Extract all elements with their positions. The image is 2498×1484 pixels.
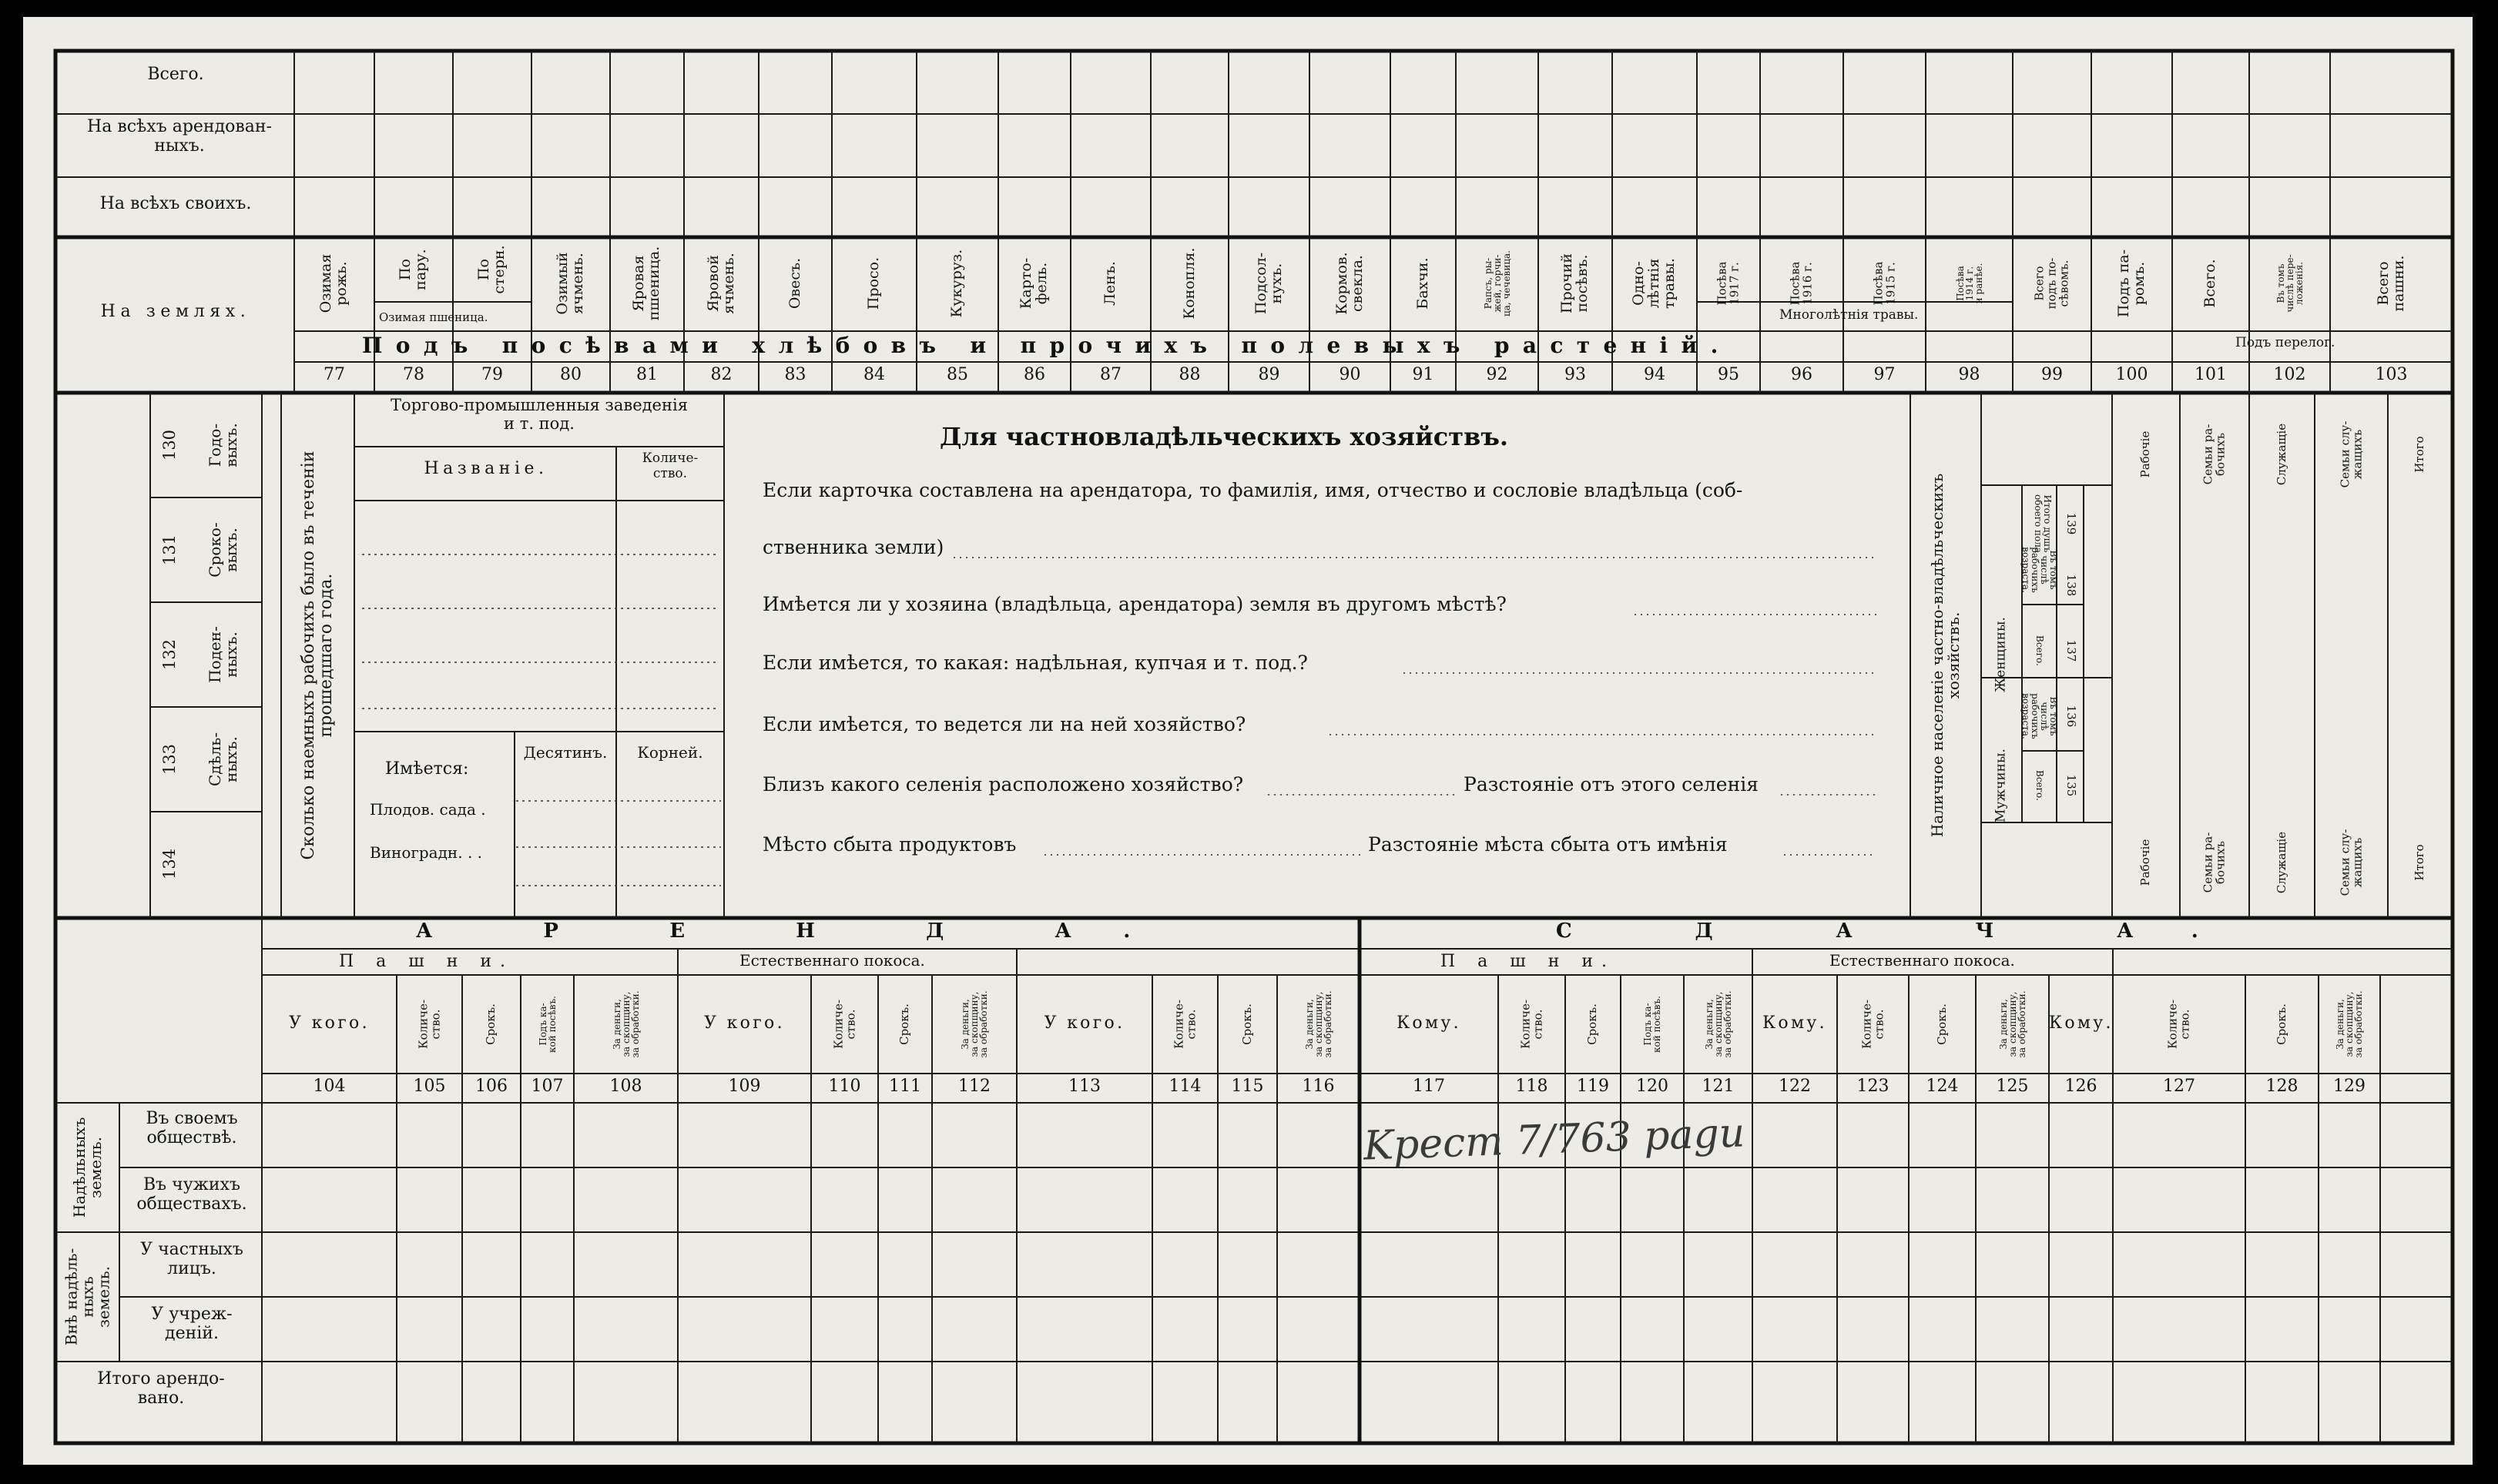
- crop-header-79: По стерн.: [475, 245, 508, 294]
- question-market-distance: Разстоянiе мѣста сбыта отъ имѣнiя: [1368, 833, 1728, 856]
- lease-header-129: За деньги, за скопщину, за обработки.: [2335, 990, 2364, 1058]
- lease-header-109: У кого.: [704, 1013, 785, 1033]
- question-farming-there: Если имѣется, то ведется ли на ней хозяйство?: [763, 713, 1246, 735]
- workers-num-134: 134: [159, 848, 179, 880]
- women-label: Женщины.: [1993, 617, 2009, 692]
- lease-num-123: 123: [1856, 1077, 1889, 1096]
- lease-num-111: 111: [889, 1077, 921, 1096]
- crop-num-82: 82: [710, 365, 733, 384]
- winter-wheat-caption: Озимая пшеница.: [379, 310, 488, 324]
- lease-header-113: У кого.: [1044, 1013, 1125, 1033]
- men-total-label: Всего.: [2034, 770, 2045, 801]
- lease-header-121: За деньги, за скопщину, за обработки.: [1703, 990, 1733, 1058]
- lease-header-120: Подъ ка- кой посѣвъ.: [1642, 996, 1662, 1053]
- crop-num-90: 90: [1339, 365, 1361, 384]
- crop-num-100: 100: [2115, 365, 2148, 384]
- lease-header-115: Срокъ.: [1239, 1003, 1254, 1045]
- crop-header-93: Прочий посѣвъ.: [1558, 253, 1591, 314]
- crop-num-92: 92: [1486, 365, 1508, 384]
- lease-num-116: 116: [1302, 1077, 1335, 1096]
- question-owner-line1: Если карточка составлена на арендатора, то фамилiя, имя, отчество и сословiе владѣльца (соб-: [763, 479, 1743, 501]
- crop-header-96: Посѣва 1916 г.: [1788, 261, 1814, 306]
- lease-header-123: Количе- ство.: [1859, 999, 1886, 1050]
- workers-label-130: Годо- выхъ.: [206, 423, 240, 467]
- lease-header-127: Количе- ство.: [2165, 999, 2191, 1050]
- question-village-distance: Разстоянiе отъ этого селенiя: [1464, 773, 1759, 796]
- row-private-persons: У частныхъ лицъ.: [140, 1240, 243, 1279]
- lease-num-118: 118: [1515, 1077, 1548, 1096]
- row-label-on-lands: На землях.: [100, 302, 251, 321]
- lease-header-111: Срокъ.: [897, 1003, 912, 1045]
- crop-num-95: 95: [1718, 365, 1739, 384]
- row-own-community: Въ своемъ обществѣ.: [146, 1109, 238, 1148]
- vineyard-label: Виноградн. . .: [370, 843, 483, 862]
- workers-label-133: Сдѣль- ныхъ.: [206, 732, 240, 787]
- workers-num-132: 132: [159, 638, 179, 671]
- lease-header-112: За деньги, за скопщину, за обработки.: [960, 990, 989, 1058]
- handwritten-note: Kpecm 7/763 pagu: [1363, 1110, 1746, 1170]
- workers-num-133: 133: [159, 743, 179, 775]
- crop-num-88: 88: [1179, 365, 1201, 384]
- workers-label-131: Сроко- выхъ.: [206, 522, 240, 578]
- pop-col-bottom-4: Итого: [2412, 844, 2427, 881]
- crop-header-101: Всего.: [2201, 259, 2219, 308]
- crop-num-80: 80: [560, 365, 582, 384]
- pop-col-bottom-3: Семьи слу- жащихъ: [2337, 829, 2364, 896]
- orchard-has-label: Имѣется:: [385, 759, 469, 779]
- crop-header-91: Бахчи.: [1413, 257, 1431, 310]
- crop-header-82: Яровой ячмень.: [704, 253, 737, 314]
- crop-num-86: 86: [1024, 365, 1045, 384]
- arenda-title: А Р Е Н Д А.: [416, 920, 1182, 943]
- row-label-rented: На всѣхъ арендован- ныхъ.: [87, 117, 272, 156]
- crop-num-87: 87: [1100, 365, 1122, 384]
- workers-num-130: 130: [159, 429, 179, 461]
- crop-header-83: Овесъ.: [786, 257, 803, 310]
- lease-num-107: 107: [531, 1077, 564, 1096]
- lease-num-105: 105: [413, 1077, 446, 1096]
- pop-col-top-0: Рабочiе: [2138, 430, 2153, 478]
- lease-num-108: 108: [609, 1077, 642, 1096]
- lease-num-129: 129: [2333, 1077, 2366, 1096]
- pop-num-139: 139: [2064, 512, 2078, 535]
- crop-num-81: 81: [636, 365, 658, 384]
- lease-num-106: 106: [475, 1077, 508, 1096]
- crop-num-78: 78: [403, 365, 424, 384]
- crop-header-88: Конопля.: [1180, 247, 1198, 320]
- trade-desyatin-header: Десятинъ.: [523, 743, 608, 762]
- crop-num-98: 98: [1958, 365, 1980, 384]
- pop-num-137: 137: [2064, 639, 2078, 662]
- trade-title: Торгово-промышленныя заведенiя и т. под.: [391, 396, 688, 434]
- pop-col-top-1: Семьи ра- бочихъ: [2201, 424, 2227, 485]
- women-total-label: Всего.: [2034, 635, 2045, 666]
- sdacha-title: С Д А Ч А.: [1556, 920, 2257, 943]
- crop-header-77: Озимая рожь.: [317, 253, 350, 313]
- crop-header-78: По пару.: [397, 249, 429, 290]
- lease-header-119: Срокъ.: [1585, 1003, 1600, 1045]
- crop-num-79: 79: [481, 365, 503, 384]
- sdacha-pokosa-caption: Естественнаго покоса.: [1829, 951, 2015, 970]
- lease-header-110: Количе- ство.: [830, 999, 857, 1050]
- row-label-total: Всего.: [147, 65, 204, 84]
- crop-header-95: Посѣва 1917 г.: [1715, 261, 1741, 306]
- question-market: Мѣсто сбыта продуктовъ: [763, 833, 1017, 856]
- crop-num-96: 96: [1791, 365, 1812, 384]
- lease-num-114: 114: [1169, 1077, 1202, 1096]
- allotment-lands-caption: Надѣльныхъ земель.: [70, 1117, 105, 1218]
- population-total-label: Итого душъ обоего пола: [2033, 494, 2053, 554]
- pop-col-top-3: Семьи слу- жащихъ: [2337, 420, 2364, 488]
- men-label: Мужчины.: [1993, 749, 2009, 822]
- crop-num-89: 89: [1258, 365, 1280, 384]
- lease-num-115: 115: [1231, 1077, 1264, 1096]
- question-other-land: Имѣется ли у хозяина (владѣльца, арендатора) земля въ другомъ мѣстѣ?: [763, 593, 1507, 615]
- crop-header-92: Рапсъ, ры- жей, горчи- ца, чечевица.: [1482, 250, 1512, 317]
- crop-num-103: 103: [2375, 365, 2408, 384]
- pop-col-bottom-0: Рабочiе: [2138, 839, 2153, 886]
- crop-header-102: Въ томъ числѣ пере- ложенiя.: [2275, 254, 2305, 313]
- non-allotment-lands-caption: Внѣ надѣль- ныхъ земель.: [62, 1248, 113, 1346]
- crop-header-99: Всего подъ по- сѣвомъ.: [2032, 257, 2070, 310]
- lease-num-124: 124: [1926, 1077, 1959, 1096]
- crop-header-89: Подсол- нухъ.: [1252, 252, 1285, 315]
- lease-header-126: Кому.: [2049, 1013, 2114, 1033]
- fallow-caption: Подъ перелог.: [2235, 335, 2335, 350]
- crop-header-86: Карто- фель.: [1018, 257, 1050, 310]
- lease-header-105: Количе- ство.: [415, 999, 442, 1050]
- lease-header-125: За деньги, за скопщину, за обработки.: [1997, 990, 2027, 1058]
- lease-num-125: 125: [1996, 1077, 2029, 1096]
- crop-num-93: 93: [1564, 365, 1586, 384]
- trade-korney-header: Корней.: [637, 743, 703, 762]
- lease-header-117: Кому.: [1397, 1013, 1461, 1033]
- crop-num-84: 84: [863, 365, 885, 384]
- crop-num-85: 85: [947, 365, 968, 384]
- lease-header-107: Подъ ка- кой посѣвъ.: [537, 996, 558, 1053]
- lease-header-124: Срокъ.: [1934, 1003, 1949, 1045]
- crop-header-81: Яровая пшеница.: [630, 246, 662, 321]
- trade-name-header: Названiе.: [424, 459, 548, 478]
- lease-header-104: У кого.: [289, 1013, 370, 1033]
- pop-col-bottom-2: Служащiе: [2274, 831, 2288, 894]
- row-total-rented: Итого арендо- вано.: [97, 1369, 225, 1409]
- pop-num-136: 136: [2064, 705, 2078, 728]
- under-crops-banner: Подъ посѣвами хлѣбовъ и прочихъ полевыхъ растенiй.: [362, 333, 1732, 358]
- question-land-type: Если имѣется, то какая: надѣльная, купчая и т. под.?: [763, 652, 1308, 674]
- arenda-pokosa-caption: Естественнаго покоса.: [739, 951, 925, 970]
- lease-num-122: 122: [1779, 1077, 1811, 1096]
- lease-num-127: 127: [2163, 1077, 2195, 1096]
- sdacha-pashni-caption: П а ш н и.: [1440, 952, 1616, 971]
- workers-label-132: Поден- ныхъ.: [206, 626, 240, 683]
- hired-workers-caption: Сколько наемныхъ рабочихъ было въ теченiи прошедшаго года.: [298, 451, 336, 860]
- pop-col-bottom-1: Семьи ра- бочихъ: [2201, 832, 2227, 893]
- crop-header-87: Ленъ.: [1101, 261, 1119, 306]
- lease-header-108: За деньги, за скопщину, за обработки.: [611, 990, 641, 1058]
- crop-header-90: Кормов. свекла.: [1333, 252, 1366, 315]
- pop-num-135: 135: [2064, 774, 2078, 797]
- question-nearest-village: Близъ какого селенiя расположено хозяйство?: [763, 773, 1244, 796]
- crop-header-103: Всего пашни.: [2374, 255, 2407, 312]
- crop-num-91: 91: [1412, 365, 1434, 384]
- crop-header-94: Одно- лѣтнiя травы.: [1630, 258, 1678, 309]
- lease-num-120: 120: [1636, 1077, 1668, 1096]
- orchard-label: Плодов. сада .: [370, 800, 486, 819]
- crop-num-77: 77: [324, 365, 345, 384]
- lease-num-112: 112: [958, 1077, 991, 1096]
- lease-header-118: Количе- ство.: [1517, 999, 1544, 1050]
- lease-num-104: 104: [313, 1077, 346, 1096]
- row-other-communities: Въ чужихъ обществахъ.: [136, 1175, 247, 1214]
- crop-num-101: 101: [2195, 365, 2227, 384]
- crop-num-97: 97: [1873, 365, 1896, 384]
- lease-header-106: Срокъ.: [484, 1003, 498, 1045]
- row-label-own: На всѣхъ своихъ.: [99, 194, 252, 213]
- crop-header-100: Подъ па- ромъ.: [2114, 249, 2148, 318]
- lease-num-121: 121: [1702, 1077, 1735, 1096]
- lease-num-113: 113: [1068, 1077, 1101, 1096]
- trade-qty-header: Количе- ство.: [642, 451, 699, 481]
- private-farms-title: Для частновладѣльческихъ хозяйствъ.: [940, 422, 1508, 451]
- crop-num-99: 99: [2041, 365, 2063, 384]
- crop-num-94: 94: [1644, 365, 1665, 384]
- lease-num-128: 128: [2265, 1077, 2298, 1096]
- men-working-label: Въ томъ числѣ рабочихъ возраста.: [2020, 693, 2059, 739]
- lease-num-117: 117: [1413, 1077, 1445, 1096]
- lease-num-126: 126: [2064, 1077, 2097, 1096]
- lease-header-128: Срокъ.: [2274, 1003, 2288, 1045]
- population-caption: Наличное населенiе частно-владѣльческихъ хозяйствъ.: [1928, 473, 1963, 838]
- crop-header-85: Кукуруз.: [948, 249, 966, 318]
- crop-header-97: Посѣва 1915 г.: [1870, 261, 1897, 306]
- lease-num-119: 119: [1577, 1077, 1609, 1096]
- question-owner-line2: ственника земли): [763, 536, 944, 558]
- crop-num-102: 102: [2273, 365, 2306, 384]
- lease-header-114: Количе- ство.: [1171, 999, 1198, 1050]
- crop-header-84: Просо.: [865, 256, 883, 310]
- women-working-label: Въ томъ числѣ рабочихъ возраста.: [2020, 547, 2059, 593]
- crop-num-83: 83: [784, 365, 806, 384]
- workers-num-131: 131: [159, 534, 179, 566]
- row-institutions: У учреж- денiй.: [151, 1305, 233, 1344]
- crop-header-80: Озимый ячмень.: [554, 252, 586, 315]
- pop-col-top-2: Служащiе: [2274, 423, 2288, 486]
- lease-header-116: За деньги, за скопщину, за обработки.: [1303, 990, 1333, 1058]
- lease-num-110: 110: [828, 1077, 861, 1096]
- lease-num-109: 109: [728, 1077, 761, 1096]
- pop-col-top-4: Итого: [2412, 436, 2427, 473]
- arenda-pashni-caption: П а ш н и.: [339, 952, 515, 971]
- crop-header-98: Посѣва 1914 г. и ранѣе.: [1954, 263, 1984, 304]
- lease-header-122: Кому.: [1762, 1013, 1827, 1033]
- perennial-grasses-caption: Многолѣтнiя травы.: [1779, 307, 1919, 323]
- pop-num-138: 138: [2064, 574, 2078, 597]
